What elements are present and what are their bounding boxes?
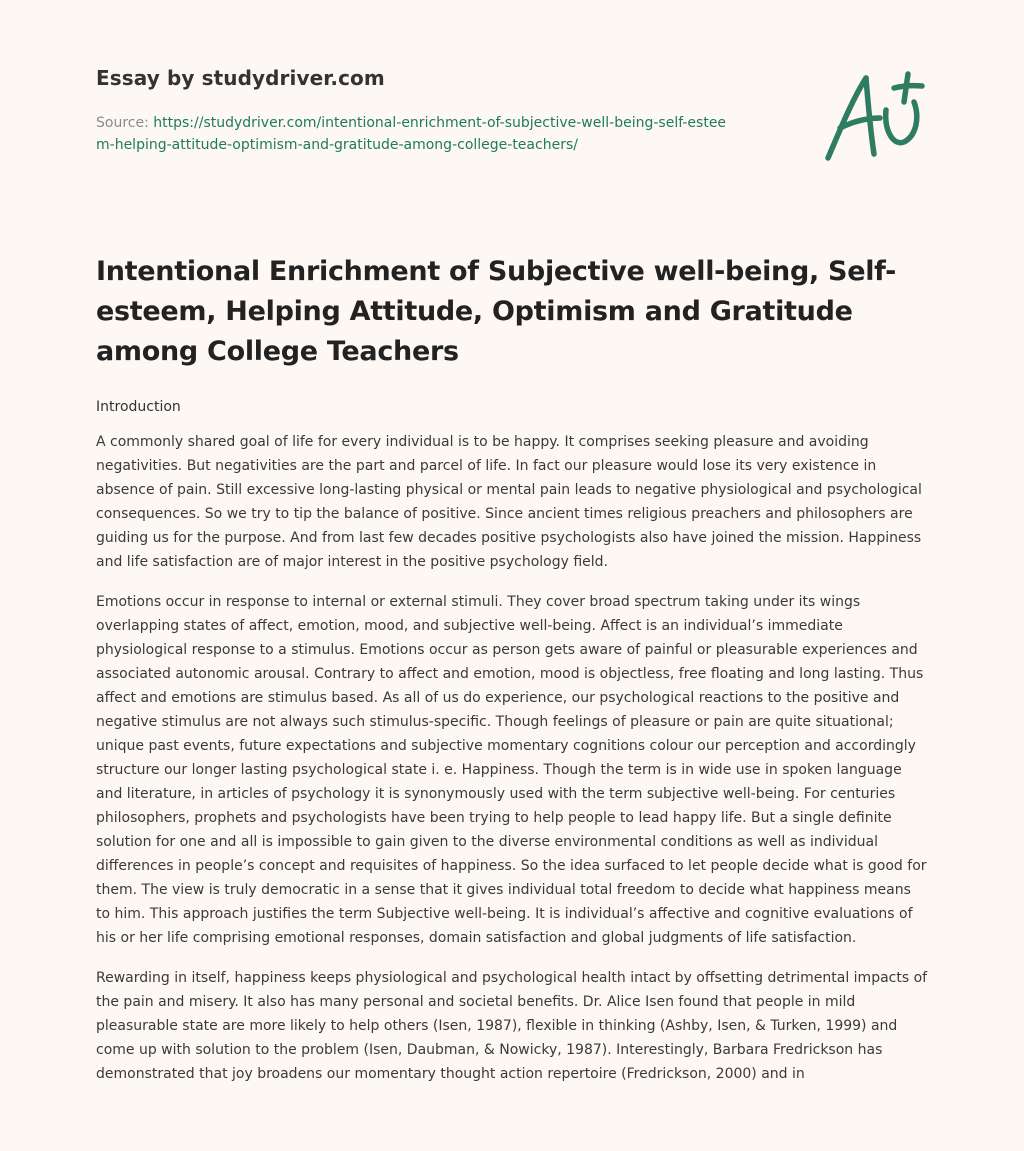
paragraph: A commonly shared goal of life for every individual is to be happy. It comprises seeking pleasure and avoiding negativities. But negativities are the part and parcel of life. In fact our pleasure would lose its very existence in absence of pain. Still excessive long-lasting physical or mental pain leads to negative physiological and psychological consequences. So we try to tip the balance of positive. Since ancient times religious preachers and philosophers are guiding us for the purpose. And from last few decades positive psychologists also have joined the mission. Happiness and life satisfaction are of major interest in the positive psychology field. [96, 434, 922, 570]
article-title: Intentional Enrichment of Subjective well-being, Self-esteem, Helping Attitude, Optimism and Gratitude among College Teachers [96, 256, 897, 367]
a-plus-logo-icon [824, 68, 928, 164]
paragraph: Emotions occur in response to internal or external stimuli. They cover broad spectrum taking under its wings overlapping states of affect, emotion, mood, and subjective well-being. Affect is an individual’s immediate physiological response to a stimulus. Emotions occur as person gets aware of painful or pleasurable experiences and associated autonomic arousal. Contrary to affect and emotion, mood is objectless, free floating and long lasting. Thus affect and emotions are stimulus based. As all of us do experience, our psychological reactions to the positive and negative stimulus are not always such stimulus-specific. Though feelings of pleasure or pain are quite situational; unique past events, future expectations and subjective momentary cognitions colour our perception and accordingly structure our longer lasting psychological state i. e. Happiness. Though the term is in wide use in spoken language and literature, in articles of psychology it is synonymously used with the term subjective well-being. For centuries philosophers, prophets and psychologists have been trying to help people to lead happy life. But a single definite solution for one and all is impossible to gain given to the diverse environmental conditions as well as individual differences in people’s concept and requisites of happiness. So the idea surfaced to let people decide what is good for them. The view is truly democratic in a sense that it gives individual total freedom to decide what happiness means to him. This approach justifies the term Subjective well-being. It is individual’s affective and cognitive evaluations of his or her life comprising emotional responses, domain satisfaction and global judgments of life satisfaction. [96, 594, 927, 946]
paragraph: Rewarding in itself, happiness keeps physiological and psychological health intact by offsetting detrimental impacts of the pain and misery. It also has many personal and societal benefits. Dr. Alice Isen found that people in mild pleasurable state are more likely to help others (Isen, 1987), flexible in thinking (Ashby, Isen, & Turken, 1999) and come up with solution to the problem (Isen, Daubman, & Nowicky, 1987). Interestingly, Barbara Fredrickson has demonstrated that joy broadens our momentary thought action repertoire (Fredrickson, 2000) and in [96, 970, 928, 1082]
source-line [96, 112, 736, 156]
site-brand: Essay by studydriver.com [96, 66, 385, 90]
source-link[interactable]: https://studydriver.com/intentional-enrichment-of-subjective-well-being-self-esteem-helping-attitude-optimism-and-gratitude-among-college-teachers/ [96, 115, 727, 153]
article-body [96, 430, 928, 1102]
source-label: Source: [96, 115, 149, 131]
section-heading: Introduction [96, 399, 181, 415]
